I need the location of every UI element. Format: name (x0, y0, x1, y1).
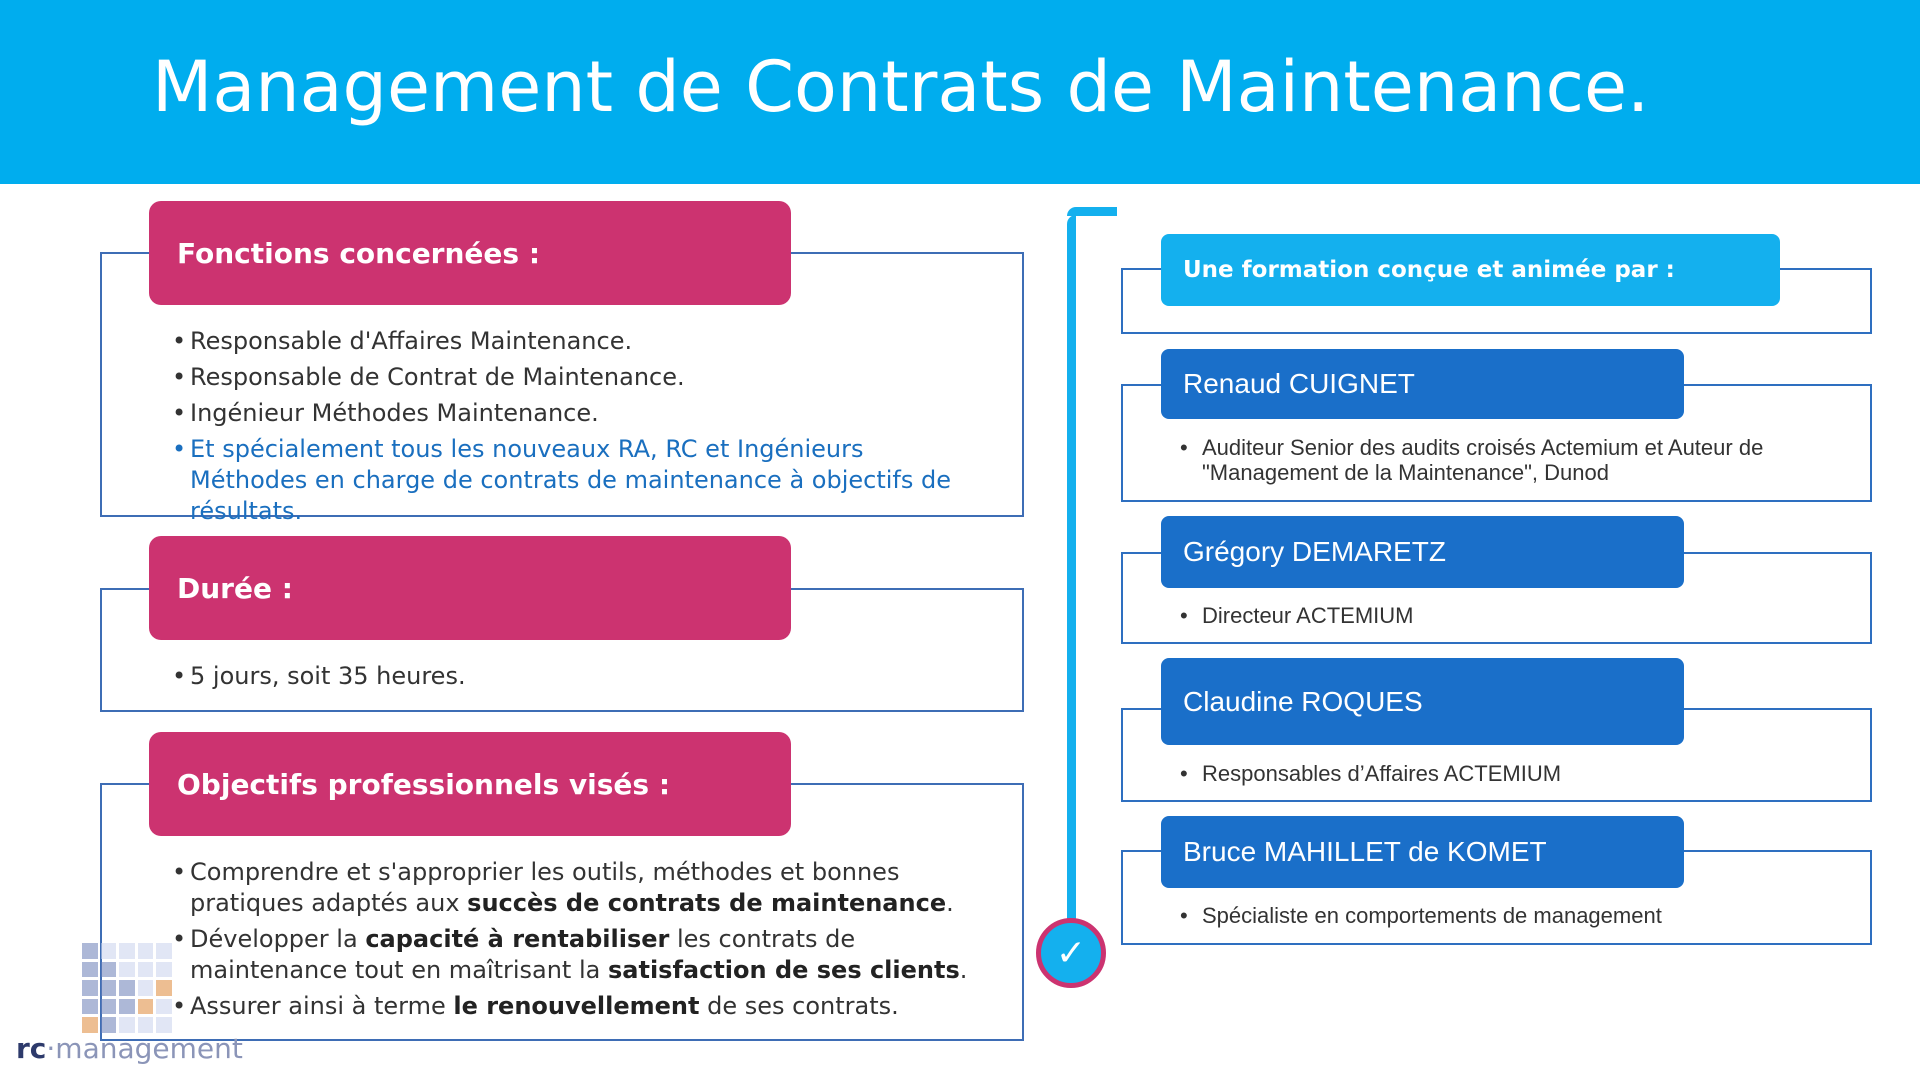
trainer-name: Bruce MAHILLET de KOMET (1161, 816, 1684, 888)
list-item: • Assurer ainsi à terme le renouvellement de ses contrats. (172, 991, 972, 1022)
timeline-line (1067, 215, 1076, 920)
list-item-highlight: • Et spécialement tous les nouveaux RA, RC et Ingénieurs Méthodes en charge de contrats de maintenance à objectifs de résultats. (172, 434, 972, 527)
list-item: • 5 jours, soit 35 heures. (172, 661, 972, 692)
trainer-desc: • Directeur ACTEMIUM (1180, 603, 1414, 628)
list-item: • Développer la capacité à rentabiliser les contrats de maintenance tout en maîtrisant la satisfaction de ses clients. (172, 924, 972, 986)
trainer-desc: • Responsables d’Affaires ACTEMIUM (1180, 761, 1562, 786)
list-item: • Comprendre et s'approprier les outils, méthodes et bonnes pratiques adaptés aux succès de contrats de maintenance. (172, 857, 972, 919)
fonctions-heading: Fonctions concernées : (149, 201, 791, 305)
trainer-name: Renaud CUIGNET (1161, 349, 1684, 419)
header-bar (0, 0, 1920, 184)
formation-heading: Une formation conçue et animée par : (1161, 234, 1780, 306)
duree-heading: Durée : (149, 536, 791, 640)
page-title: Management de Contrats de Maintenance. (152, 46, 1650, 128)
logo-graphic (82, 943, 172, 1033)
objectifs-heading: Objectifs professionnels visés : (149, 732, 791, 836)
objectifs-list (172, 857, 972, 1027)
list-item: • Ingénieur Méthodes Maintenance. (172, 398, 972, 429)
trainer-name: Grégory DEMARETZ (1161, 516, 1684, 588)
trainer-name: Claudine ROQUES (1161, 658, 1684, 745)
trainer-desc: • Spécialiste en comportements de management (1180, 903, 1662, 928)
logo-text: rc·management (16, 1032, 243, 1065)
list-item: • Responsable d'Affaires Maintenance. (172, 326, 972, 357)
check-icon: ✓ (1036, 918, 1106, 988)
trainer-desc: • Auditeur Senior des audits croisés Actemium et Auteur de "Management de la Maintenance", Dunod (1180, 435, 1764, 485)
duree-list (172, 661, 972, 697)
list-item: • Responsable de Contrat de Maintenance. (172, 362, 972, 393)
fonctions-list (172, 326, 972, 532)
